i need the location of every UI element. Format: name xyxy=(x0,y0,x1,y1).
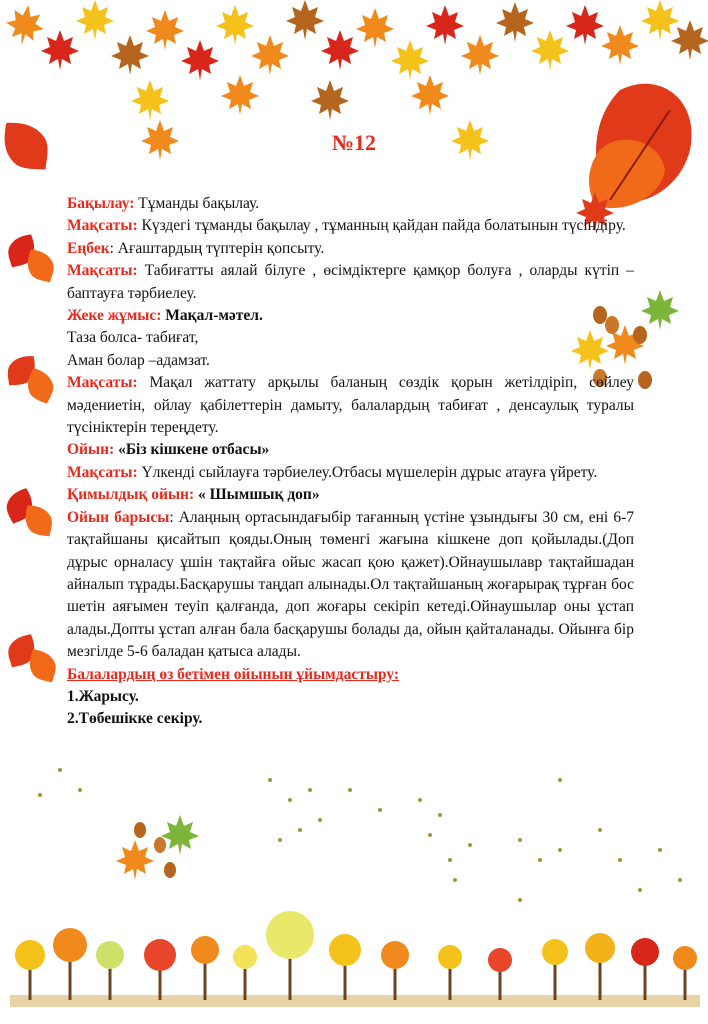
free-play-heading xyxy=(67,664,634,686)
labor-text: : Ағаштардың түптерін қопсыту. xyxy=(109,239,325,257)
individual-work-text: Мақал-мәтел. xyxy=(165,307,263,325)
game-process-label: Ойын барысы xyxy=(67,508,170,526)
game-label: Ойын: xyxy=(67,441,115,459)
proverb-line-1: Таза болса- табиғат, xyxy=(67,329,199,347)
acorn-cluster-bottom xyxy=(116,815,199,880)
game-process-paragraph xyxy=(67,507,634,664)
goal-text: Мақал жаттату арқылы баланың сөздік қорын жетілдіріп, сөйлеу мәдениетін, ойлау қабілеттерін дамыту, балалардың табиғат , денсаулық туралы түсініктерін тереңдету. xyxy=(67,374,635,437)
proverb-line-2: Аман болар –адамзат. xyxy=(67,351,210,369)
active-game-title: « Шымшық доп» xyxy=(198,486,320,504)
goal-text: Табиғатты аялай білуге , өсімдіктерге қамқор болуға , оларды күтіп –баптауға тәрбиелеу. xyxy=(67,262,635,302)
active-game-paragraph xyxy=(67,484,634,506)
observation-text: Тұманды бақылау. xyxy=(138,195,260,212)
free-play-item-2: 2.Төбешікке секіру. xyxy=(67,710,203,728)
goal-label: Мақсаты: xyxy=(67,217,138,235)
game-process-text: : Алаңның ортасындағыбір тағанның үстіне ұзындығы 30 см, ені 6-7 тақтайшаны қисайтып қояды.Оның төменгі жағына кішкене доп қойылады.(Доп дұрыс орналасу ұшін тақтайға ойыс жасап қою қажет).Ойнаушылавр тақтайшадан айналып тұрады.Басқарушы таңдап алынады.Ол тақтайшаның жоғарырақ тұрған бос шетін аяғымен теуіп қалғанда, доп жоғары секіріп кетеді.Ойнаушылар оны ұстап алады.Допты ұстап алған бала басқарушы болады да, ойын қайталанады. Ойынға бір мезгілде 5-6 баладан қатыса алады. xyxy=(67,508,634,661)
red-leaves-left xyxy=(0,110,63,688)
active-game-label: Қимылдық ойын: xyxy=(67,486,195,504)
proverb-goal-paragraph xyxy=(67,372,634,439)
goal-label: Мақсаты: xyxy=(67,463,138,481)
individual-work-paragraph xyxy=(67,305,634,327)
goal-text: Күздегі тұманды бақылау , тұманның қайдан пайда болатынын түсіндіру. xyxy=(141,217,626,235)
game-title: «Біз кішкене отбасы» xyxy=(118,441,270,459)
observation-label: Бақылау: xyxy=(67,195,135,212)
labor-goal-paragraph xyxy=(67,260,634,305)
game-paragraph xyxy=(67,439,634,461)
page-number-title: №12 xyxy=(331,130,377,155)
free-play-label: Балалардың өз бетімен ойынын ұйымдастыру: xyxy=(67,665,400,683)
goal-text: Үлкенді сыйлауға тәрбиелеу.Отбасы мүшелерін дұрыс атауға үйрету. xyxy=(141,463,598,481)
labor-label: Еңбек xyxy=(67,239,110,257)
goal-label: Мақсаты: xyxy=(67,262,138,280)
game-goal-paragraph xyxy=(67,462,634,484)
document-body xyxy=(67,193,634,731)
individual-work-label: Жеке жұмыс: xyxy=(67,307,162,325)
scattered-leaves xyxy=(38,768,682,902)
goal-label: Мақсаты: xyxy=(67,374,138,392)
free-play-item-1: 1.Жарысу. xyxy=(67,687,139,705)
observation-goal-paragraph xyxy=(67,215,634,237)
labor-paragraph xyxy=(67,238,634,260)
observation-paragraph xyxy=(67,193,634,215)
autumn-trees-row xyxy=(10,911,700,1007)
